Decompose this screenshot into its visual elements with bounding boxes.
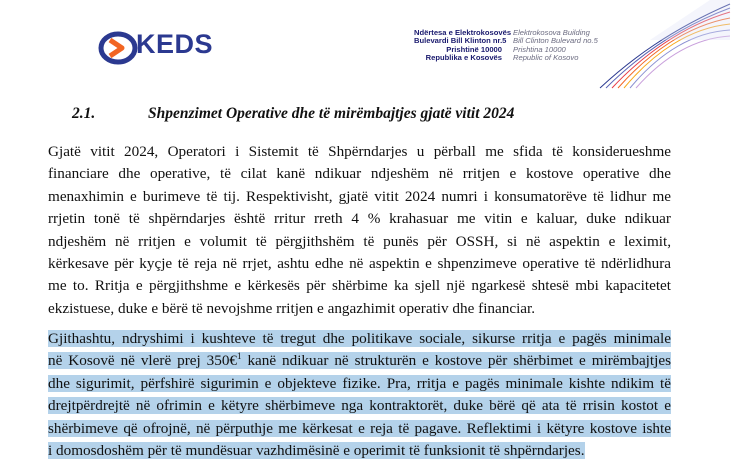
address-line: Republic of Kosovo xyxy=(513,53,579,63)
text-line: financiare dhe operative, të cilat kanë ndikuar ndjeshëm në rritjen e kostove operative dhe xyxy=(48,165,671,183)
address-line: Elektrokosova Building xyxy=(513,28,590,37)
keds-logo-text: KEDS xyxy=(136,29,214,59)
paragraph-operational-costs xyxy=(48,141,671,320)
address-line: Bulevardi Bill Klinton nr.5 xyxy=(414,36,507,46)
text-line: ndjeshëm në rritjen e volumit të përgjithshëm të punës për OSSH, si në aspektin e leximit, xyxy=(48,232,671,250)
address-line: Republika e Kosovës xyxy=(425,53,502,63)
paragraph-minimum-wage[interactable] xyxy=(48,328,671,462)
address-line: Prishtina 10000 xyxy=(513,44,566,54)
text-line: rrjetin tonë të shpërndarjes është rritur rreth 4 % krahasuar me vitin e kaluar, duke ndikuar xyxy=(48,210,671,228)
address-line: Ndërtesa e Elektrokosovës xyxy=(414,28,512,37)
selected-text-line: shërbimeve që ofrojnë, në përputhje me kërkesat e reja të pagave. Reflektimi i këtyre kostove ishte xyxy=(48,419,671,437)
address-albanian xyxy=(414,28,512,63)
text-line: menaxhimin e burimeve të tij. Respektivisht, gjatë vitit 2024 numri i konsumatorëve të lidhur me xyxy=(48,187,671,205)
selected-text-line: drejtpërdrejtë në ofrimin e këtyre shërbimeve nga kontraktorët, duke bërë që ata të rrisin kostot e xyxy=(48,397,671,415)
footnote-marker[interactable]: 1 xyxy=(237,351,242,362)
section-number: 2.1. xyxy=(72,105,96,122)
address-line: Bill Clinton Bulevard no.5 xyxy=(513,36,598,46)
text-line: me to. Rritja e përgjithshme e kërkesës për shërbime ka sjell një ngarkesë shtesë mbi kapacitetet xyxy=(48,277,671,295)
section-heading xyxy=(72,105,514,123)
section-title: Shpenzimet Operative dhe të mirëmbajtjes gjatë vitit 2024 xyxy=(148,105,515,122)
address-line: Prishtinë 10000 xyxy=(446,44,502,54)
selected-text-line: kanë ndikuar në strukturën e kostove për shërbimet e mirëmbajtjes xyxy=(247,352,671,370)
address-english xyxy=(513,29,598,63)
selected-text-line: Gjithashtu, ndryshimi i kushteve të tregut dhe politikave sociale, sikurse rritja e pagës minimale xyxy=(48,330,671,347)
text-line: ekzistuese, duke e bërë të nevojshme rritjen e angazhimit operativ dhe financiar. xyxy=(48,299,536,317)
selected-text-line: në Kosovë në vlerë prej 350€ xyxy=(48,352,238,370)
text-line: kërkesave për kyçje të reja në rrjet, ashtu edhe në aspektin e shpenzimeve operative të ndërlidhura xyxy=(48,254,671,272)
selected-text-line: dhe sigurimit, përfshirë sigurimin e objekteve fizike. Pra, rritja e pagës minimale kishte ndikim të xyxy=(48,374,671,392)
decorative-swoosh-graphic xyxy=(590,0,731,90)
text-line: Gjatë vitit 2024, Operatori i Sistemit të Shpërndarjes u përball me sfida të konsiderueshme xyxy=(48,143,671,160)
selected-text-line: i domosdoshëm për të mundësuar vazhdimësinë e operimit të funksionit të shpërndarjes. xyxy=(48,441,585,459)
